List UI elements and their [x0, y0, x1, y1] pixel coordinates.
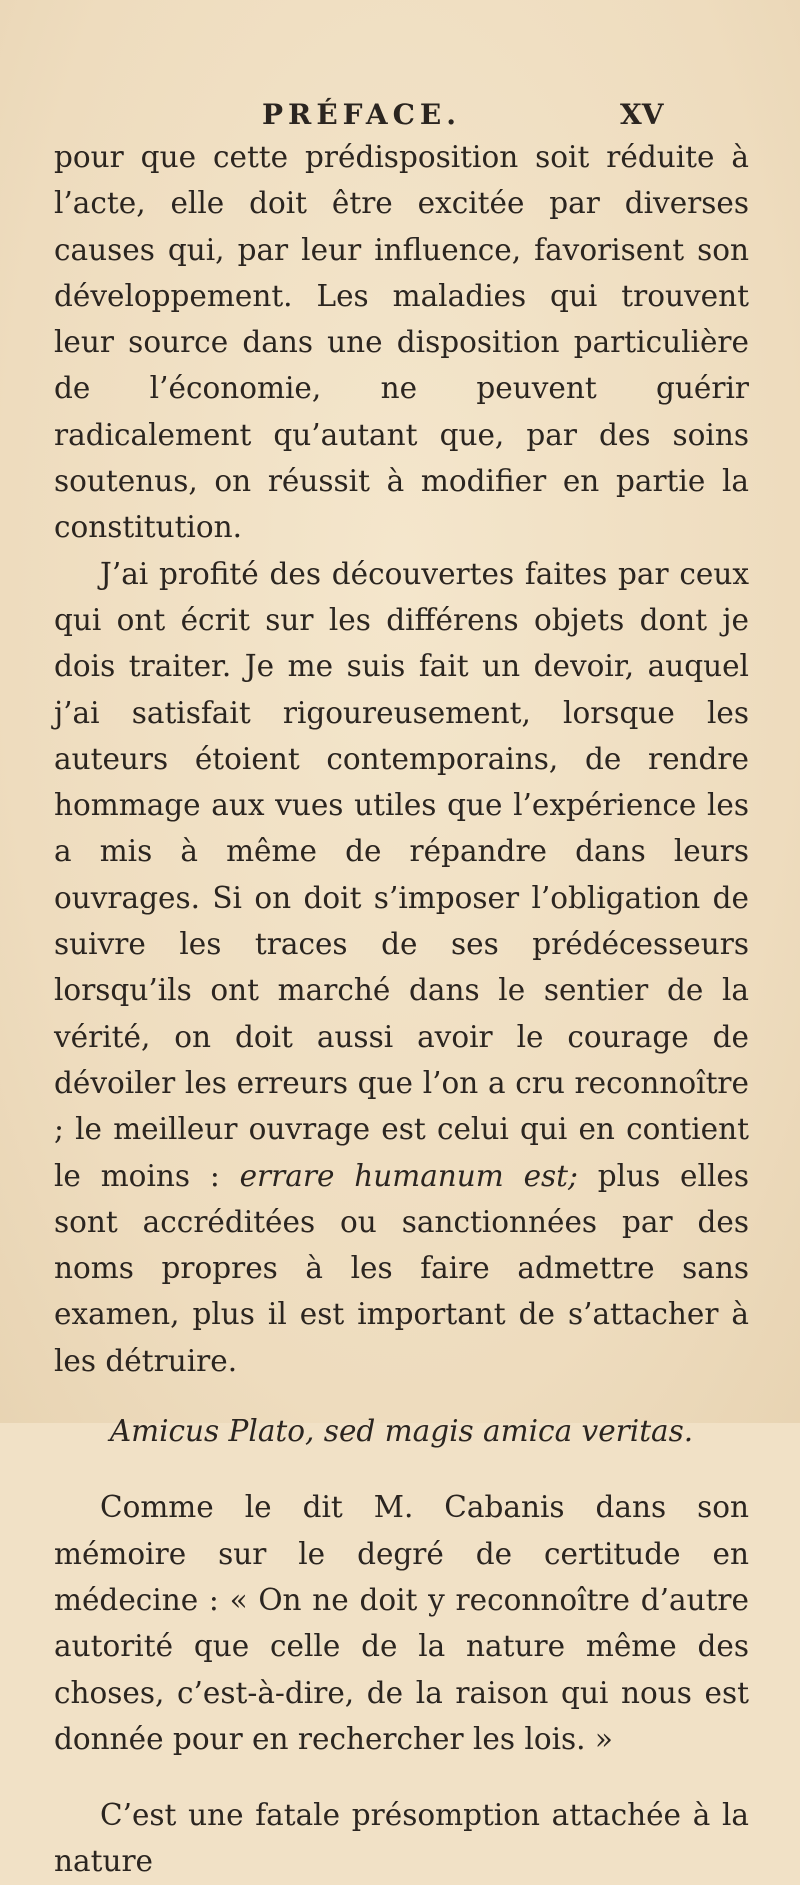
- paragraph-2: [54, 551, 749, 1384]
- running-title: PRÉFACE.: [262, 98, 462, 131]
- latin-phrase: errare humanum est;: [239, 1158, 578, 1193]
- latin-quote: Amicus Plato, sed magis amica veritas.: [109, 1414, 694, 1449]
- paragraph-1: pour que cette prédisposition soit réduite à l’acte, elle doit être excitée par diverses causes qui, par leur influence, favorisent son développement. Les maladies qui trouvent leur source dans une disposition particulière de l’économie, ne peuvent guérir radicalement qu’autant que, par des soins soutenus, on réussit à modifier en partie la constitution.: [54, 140, 749, 545]
- paragraph-2-part-2: plus elles sont accréditées ou sanctionnées par des noms propres à les faire admettre sans examen, plus il est important de s’attacher à les détruire.: [54, 1158, 749, 1378]
- paragraph-4: C’est une fatale présomption attachée à la nature: [54, 1798, 749, 1879]
- paragraph-2-part-1: J’ai profité des découvertes faites par ceux qui ont écrit sur les différens objets dont je dois traiter. Je me suis fait un devoir, auquel j’ai satisfait rigoureusement, lorsque les auteurs étoient contemporains, de rendre hommage aux vues utiles que l’expérience les a mis à même de répandre dans leurs ouvrages. Si on doit s’imposer l’obligation de suivre les traces de ses prédécesseurs lorsqu’ils ont marché dans le sentier de la vérité, on doit aussi avoir le courage de dévoiler les erreurs que l’on a cru reconnoître ; le meilleur ouvrage est celui qui en contient le moins :: [54, 556, 749, 1193]
- page-number: XV: [620, 98, 664, 131]
- body-text: [54, 134, 749, 1885]
- running-head: [0, 98, 800, 138]
- paragraph-3: Comme le dit M. Cabanis dans son mémoire sur le degré de certitude en médecine : « On ne doit y reconnoître d’autre autorité que celle de la nature même des choses, c’est-à-dire, de la raison qui nous est donnée pour en rechercher les lois. »: [54, 1490, 749, 1756]
